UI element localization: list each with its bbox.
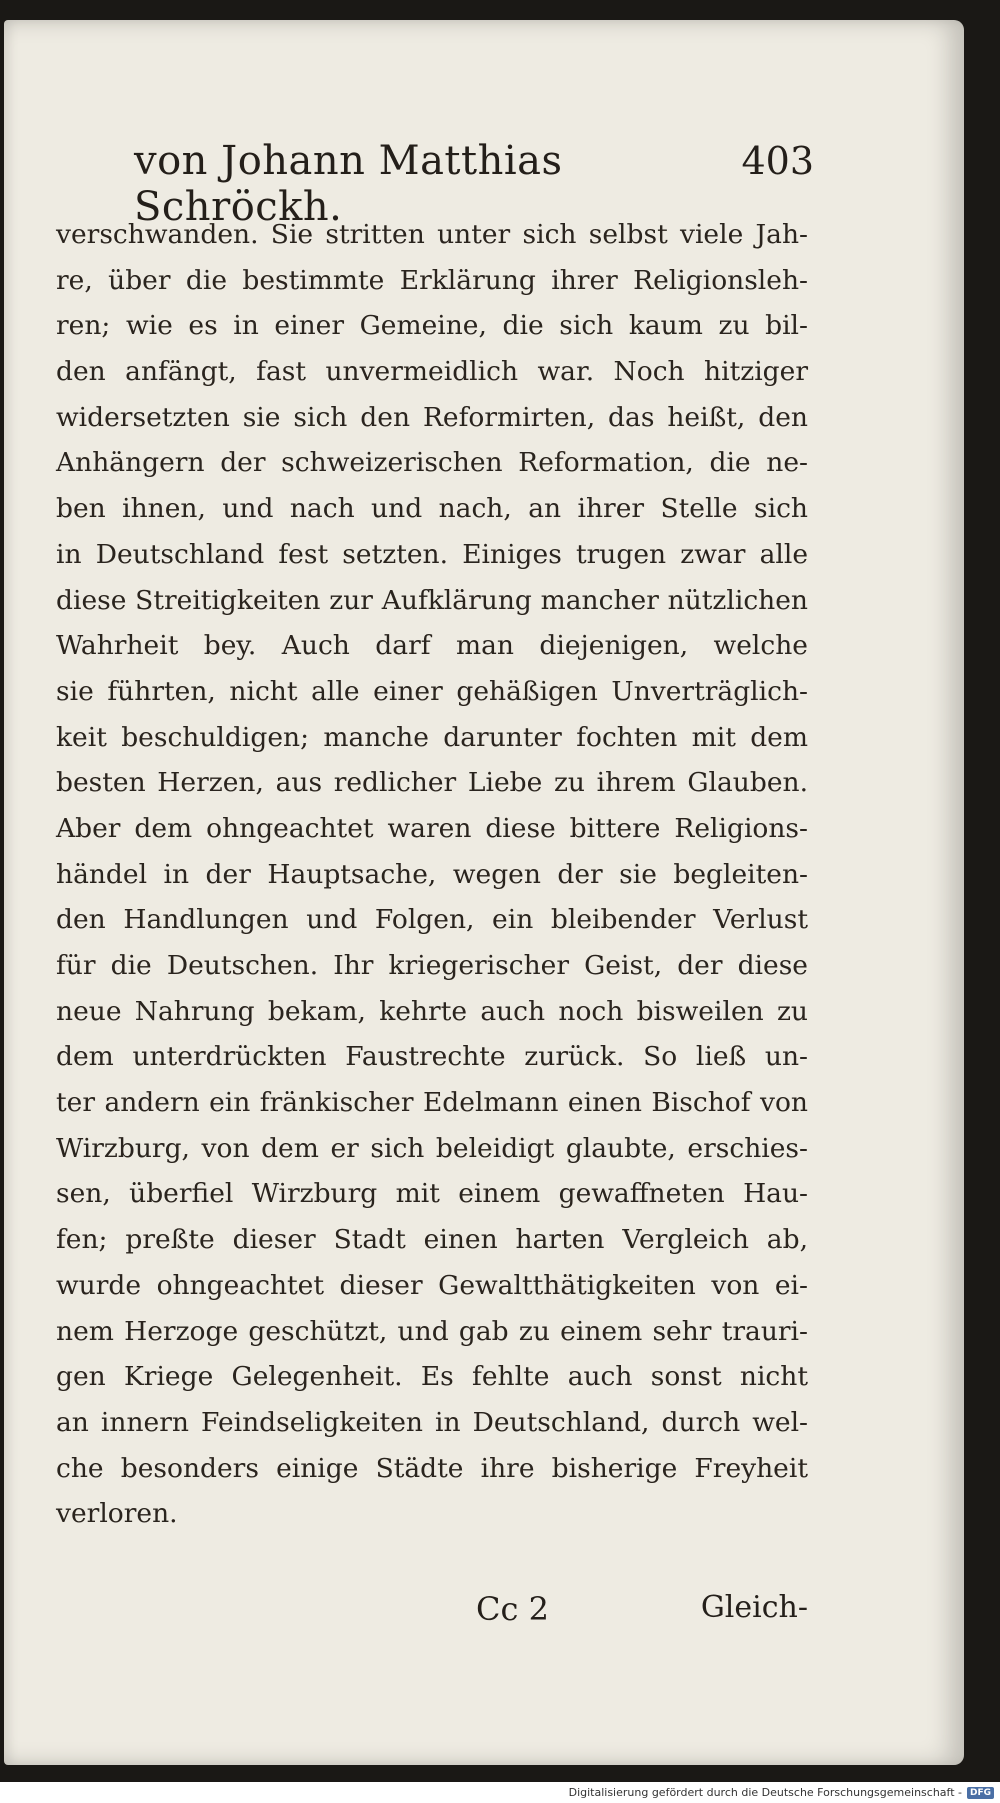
text-line: ren; wie es in einer Gemeine, die sich kaum zu bil-	[56, 310, 808, 342]
text-line: Wirzburg, von dem er sich beleidigt glaubte, erschies-	[56, 1132, 808, 1164]
text-line: den Handlungen und Folgen, ein bleibender Verlust	[56, 904, 808, 936]
text-line: ben ihnen, und nach und nach, an ihrer Stelle sich	[56, 493, 808, 525]
text-line: Anhängern der schweizerischen Reformation, die ne-	[56, 447, 808, 479]
text-line: Aber dem ohngeachtet waren diese bittere Religions-	[56, 812, 808, 844]
text-line: Wahrheit bey. Auch darf man diejenigen, welche	[56, 630, 808, 662]
text-line: den anfängt, fast unvermeidlich war. Noch hitziger	[56, 356, 808, 388]
text-line: che besonders einige Städte ihre bisherige Freyheit	[56, 1452, 808, 1484]
text-line: sie führten, nicht alle einer gehäßigen Unverträglich-	[56, 675, 808, 707]
credit-text: Digitalisierung gefördert durch die Deutsche Forschungsgemeinschaft -	[568, 1786, 962, 1799]
text-line: re, über die bestimmte Erklärung ihrer Religionsleh-	[56, 264, 808, 296]
running-head	[134, 138, 814, 230]
text-line: in Deutschland fest setzten. Einiges trugen zwar alle	[56, 538, 808, 570]
bleed-through-shadow	[204, 110, 764, 140]
text-line: dem unterdrückten Faustrechte zurück. So ließ un-	[56, 1041, 808, 1073]
body-text	[56, 212, 808, 1537]
text-line: händel in der Hauptsache, wegen der sie begleiten-	[56, 858, 808, 890]
text-line: gen Kriege Gelegenheit. Es fehlte auch sonst nicht	[56, 1361, 808, 1393]
page-footer	[56, 1590, 808, 1646]
running-title: von Johann Matthias Schröckh.	[134, 138, 563, 230]
text-line: neue Nahrung bekam, kehrte auch noch bisweilen zu	[56, 995, 808, 1027]
text-line: widersetzten sie sich den Reformirten, das heißt, den	[56, 401, 808, 433]
credit-bar	[0, 1782, 1000, 1803]
text-line: für die Deutschen. Ihr kriegerischer Geist, der diese	[56, 950, 808, 981]
text-line: sen, überfiel Wirzburg mit einem gewaffneten Hau-	[56, 1178, 808, 1210]
page-number: 403	[741, 139, 814, 183]
text-line: nem Herzoge geschützt, und gab zu einem sehr trauri-	[56, 1315, 808, 1347]
text-line: verschwanden. Sie stritten unter sich selbst viele Jah-	[56, 219, 808, 250]
text-line: diese Streitigkeiten zur Aufklärung mancher nützlichen	[56, 584, 808, 616]
text-line: besten Herzen, aus redlicher Liebe zu ihrem Glauben.	[56, 767, 808, 799]
text-line: an innern Feindseligkeiten in Deutschland, durch wel-	[56, 1406, 808, 1438]
signature-mark: Cc 2	[476, 1590, 549, 1628]
dfg-logo-icon: DFG	[967, 1787, 994, 1799]
text-line: fen; preßte dieser Stadt einen harten Vergleich ab,	[56, 1224, 808, 1256]
text-line: ter andern ein fränkischer Edelmann einen Bischof von	[56, 1087, 808, 1119]
text-line: keit beschuldigen; manche darunter fochten mit dem	[56, 721, 808, 753]
text-line: wurde ohngeachtet dieser Gewaltthätigkeiten von ei-	[56, 1269, 808, 1301]
book-page	[4, 20, 964, 1765]
text-line: verloren.	[56, 1498, 178, 1530]
catchword: Gleich-	[700, 1590, 808, 1625]
